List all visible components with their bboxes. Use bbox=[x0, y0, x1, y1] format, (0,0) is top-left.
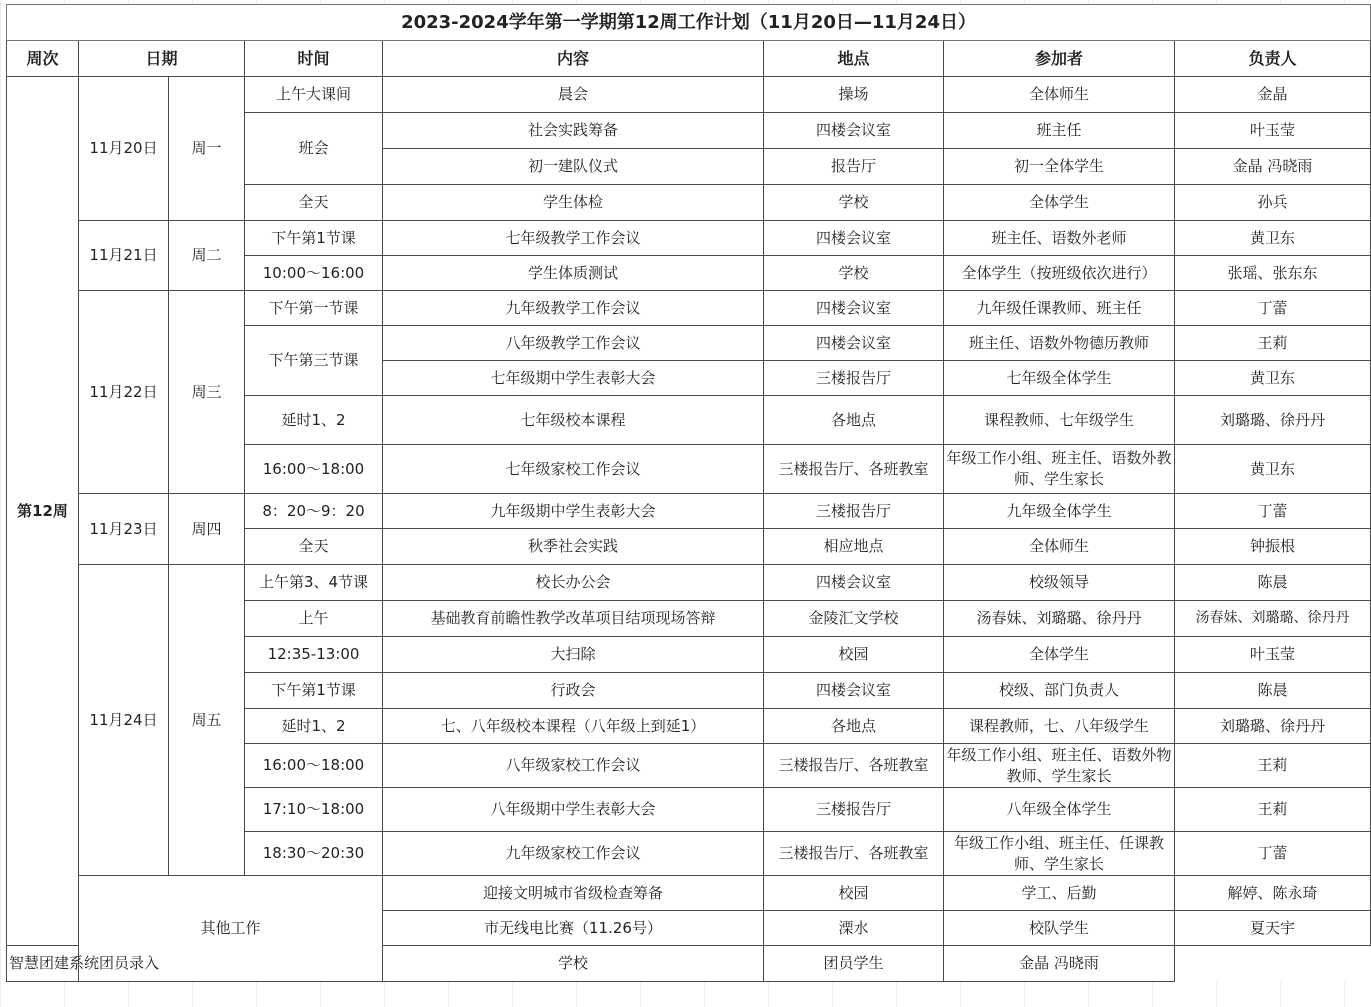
time-cell: 全天 bbox=[245, 185, 383, 221]
content-cell: 校长办公会 bbox=[383, 565, 764, 601]
participants-cell: 全体师生 bbox=[944, 77, 1175, 113]
owner-cell: 张瑶、张东东 bbox=[1175, 256, 1371, 291]
content-cell: 八年级家校工作会议 bbox=[383, 744, 764, 788]
time-cell: 8：20～9：20 bbox=[245, 494, 383, 529]
date-cell: 11月23日 bbox=[79, 494, 169, 565]
time-cell: 17:10～18:00 bbox=[245, 788, 383, 832]
content-cell: 七年级校本课程 bbox=[383, 396, 764, 445]
time-cell: 上午 bbox=[245, 601, 383, 637]
owner-cell: 叶玉莹 bbox=[1175, 637, 1371, 673]
participants-cell: 全体学生 bbox=[944, 185, 1175, 221]
content-cell: 学生体质测试 bbox=[383, 256, 764, 291]
participants-cell: 汤春妹、刘璐璐、徐丹丹 bbox=[944, 601, 1175, 637]
owner-cell: 解婷、陈永琦 bbox=[1175, 876, 1371, 911]
place-cell: 各地点 bbox=[764, 709, 944, 744]
participants-cell: 团员学生 bbox=[764, 946, 944, 982]
place-cell: 四楼会议室 bbox=[764, 673, 944, 709]
place-cell: 四楼会议室 bbox=[764, 326, 944, 361]
owner-cell: 黄卫东 bbox=[1175, 221, 1371, 256]
content-cell: 学生体检 bbox=[383, 185, 764, 221]
header-date: 日期 bbox=[79, 41, 245, 77]
participants-cell: 全体师生 bbox=[944, 529, 1175, 565]
place-cell: 相应地点 bbox=[764, 529, 944, 565]
owner-cell: 金晶 bbox=[1175, 77, 1371, 113]
weekday-cell: 周一 bbox=[169, 77, 245, 221]
content-cell: 市无线电比赛（11.26号） bbox=[383, 911, 764, 946]
place-cell: 学校 bbox=[764, 185, 944, 221]
date-cell: 11月24日 bbox=[79, 565, 169, 876]
time-cell: 18:30～20:30 bbox=[245, 832, 383, 876]
page-title: 2023-2024学年第一学期第12周工作计划（11月20日—11月24日） bbox=[7, 5, 1371, 41]
place-cell: 三楼报告厅 bbox=[764, 788, 944, 832]
participants-cell: 校级领导 bbox=[944, 565, 1175, 601]
table-row bbox=[7, 291, 1371, 326]
table-row bbox=[7, 494, 1371, 529]
participants-cell: 校队学生 bbox=[944, 911, 1175, 946]
other-work-label: 其他工作 bbox=[79, 876, 383, 982]
table-row bbox=[7, 565, 1371, 601]
participants-cell: 班主任 bbox=[944, 113, 1175, 149]
participants-cell: 课程教师、七年级学生 bbox=[944, 396, 1175, 445]
owner-cell: 陈晨 bbox=[1175, 673, 1371, 709]
participants-cell: 九年级任课教师、班主任 bbox=[944, 291, 1175, 326]
content-cell: 九年级教学工作会议 bbox=[383, 291, 764, 326]
participants-cell: 全体学生（按班级依次进行） bbox=[944, 256, 1175, 291]
place-cell: 学校 bbox=[383, 946, 764, 982]
schedule-sheet bbox=[6, 4, 1370, 982]
place-cell: 学校 bbox=[764, 256, 944, 291]
time-cell: 延时1、2 bbox=[245, 709, 383, 744]
time-cell: 下午第1节课 bbox=[245, 673, 383, 709]
time-cell: 下午第一节课 bbox=[245, 291, 383, 326]
owner-cell: 王莉 bbox=[1175, 326, 1371, 361]
content-cell: 基础教育前瞻性教学改革项目结项现场答辩 bbox=[383, 601, 764, 637]
owner-cell: 孙兵 bbox=[1175, 185, 1371, 221]
owner-cell: 黄卫东 bbox=[1175, 361, 1371, 396]
content-cell: 迎接文明城市省级检查筹备 bbox=[383, 876, 764, 911]
owner-cell: 陈晨 bbox=[1175, 565, 1371, 601]
owner-cell: 夏天宇 bbox=[1175, 911, 1371, 946]
participants-cell: 年级工作小组、班主任、语数外教师、学生家长 bbox=[944, 445, 1175, 494]
participants-cell: 年级工作小组、班主任、语数外物教师、学生家长 bbox=[944, 744, 1175, 788]
participants-cell: 班主任、语数外老师 bbox=[944, 221, 1175, 256]
header-participants: 参加者 bbox=[944, 41, 1175, 77]
weekday-cell: 周四 bbox=[169, 494, 245, 565]
time-cell: 下午第三节课 bbox=[245, 326, 383, 396]
time-cell: 12:35-13:00 bbox=[245, 637, 383, 673]
place-cell: 三楼报告厅、各班教室 bbox=[764, 832, 944, 876]
content-cell: 秋季社会实践 bbox=[383, 529, 764, 565]
weekday-cell: 周五 bbox=[169, 565, 245, 876]
weekday-cell: 周二 bbox=[169, 221, 245, 291]
time-cell: 全天 bbox=[245, 529, 383, 565]
owner-cell: 金晶 冯晓雨 bbox=[1175, 149, 1371, 185]
time-cell: 延时1、2 bbox=[245, 396, 383, 445]
header-row bbox=[7, 41, 1371, 77]
place-cell: 各地点 bbox=[764, 396, 944, 445]
date-cell: 11月22日 bbox=[79, 291, 169, 494]
week-cell: 第12周 bbox=[7, 77, 79, 946]
place-cell: 四楼会议室 bbox=[764, 565, 944, 601]
date-cell: 11月20日 bbox=[79, 77, 169, 221]
header-content: 内容 bbox=[383, 41, 764, 77]
table-row bbox=[7, 876, 1371, 911]
place-cell: 三楼报告厅 bbox=[764, 361, 944, 396]
place-cell: 四楼会议室 bbox=[764, 291, 944, 326]
time-cell: 下午第1节课 bbox=[245, 221, 383, 256]
content-cell: 初一建队仪式 bbox=[383, 149, 764, 185]
content-cell: 行政会 bbox=[383, 673, 764, 709]
place-cell: 三楼报告厅 bbox=[764, 494, 944, 529]
participants-cell: 班主任、语数外物德历教师 bbox=[944, 326, 1175, 361]
time-cell: 班会 bbox=[245, 113, 383, 185]
place-cell: 操场 bbox=[764, 77, 944, 113]
participants-cell: 课程教师，七、八年级学生 bbox=[944, 709, 1175, 744]
content-cell: 七、八年级校本课程（八年级上到延1） bbox=[383, 709, 764, 744]
content-cell: 八年级期中学生表彰大会 bbox=[383, 788, 764, 832]
place-cell: 溧水 bbox=[764, 911, 944, 946]
content-cell: 晨会 bbox=[383, 77, 764, 113]
participants-cell: 初一全体学生 bbox=[944, 149, 1175, 185]
owner-cell: 王莉 bbox=[1175, 744, 1371, 788]
time-cell: 上午第3、4节课 bbox=[245, 565, 383, 601]
place-cell: 四楼会议室 bbox=[764, 221, 944, 256]
owner-cell: 王莉 bbox=[1175, 788, 1371, 832]
schedule-table bbox=[6, 4, 1371, 982]
content-cell: 七年级教学工作会议 bbox=[383, 221, 764, 256]
content-cell: 七年级家校工作会议 bbox=[383, 445, 764, 494]
header-time: 时间 bbox=[245, 41, 383, 77]
weekday-cell: 周三 bbox=[169, 291, 245, 494]
owner-cell: 汤春妹、刘璐璐、徐丹丹 bbox=[1175, 601, 1371, 637]
header-owner: 负责人 bbox=[1175, 41, 1371, 77]
time-cell: 10:00～16:00 bbox=[245, 256, 383, 291]
content-cell: 社会实践筹备 bbox=[383, 113, 764, 149]
participants-cell: 年级工作小组、班主任、任课教师、学生家长 bbox=[944, 832, 1175, 876]
participants-cell: 八年级全体学生 bbox=[944, 788, 1175, 832]
content-cell: 八年级教学工作会议 bbox=[383, 326, 764, 361]
place-cell: 校园 bbox=[764, 876, 944, 911]
place-cell: 校园 bbox=[764, 637, 944, 673]
participants-cell: 校级、部门负责人 bbox=[944, 673, 1175, 709]
owner-cell: 黄卫东 bbox=[1175, 445, 1371, 494]
header-week: 周次 bbox=[7, 41, 79, 77]
table-row bbox=[7, 77, 1371, 113]
participants-cell: 七年级全体学生 bbox=[944, 361, 1175, 396]
owner-cell: 丁蕾 bbox=[1175, 832, 1371, 876]
place-cell: 三楼报告厅、各班教室 bbox=[764, 445, 944, 494]
time-cell: 16:00～18:00 bbox=[245, 744, 383, 788]
content-cell: 大扫除 bbox=[383, 637, 764, 673]
time-cell: 16:00～18:00 bbox=[245, 445, 383, 494]
owner-cell: 钟振根 bbox=[1175, 529, 1371, 565]
place-cell: 三楼报告厅、各班教室 bbox=[764, 744, 944, 788]
content-cell: 智慧团建系统团员录入 bbox=[7, 946, 79, 982]
place-cell: 四楼会议室 bbox=[764, 113, 944, 149]
owner-cell: 金晶 冯晓雨 bbox=[944, 946, 1175, 982]
participants-cell: 全体学生 bbox=[944, 637, 1175, 673]
content-cell: 九年级家校工作会议 bbox=[383, 832, 764, 876]
owner-cell: 刘璐璐、徐丹丹 bbox=[1175, 709, 1371, 744]
content-cell: 七年级期中学生表彰大会 bbox=[383, 361, 764, 396]
date-cell: 11月21日 bbox=[79, 221, 169, 291]
owner-cell: 刘璐璐、徐丹丹 bbox=[1175, 396, 1371, 445]
header-place: 地点 bbox=[764, 41, 944, 77]
participants-cell: 学工、后勤 bbox=[944, 876, 1175, 911]
place-cell: 金陵汇文学校 bbox=[764, 601, 944, 637]
table-row bbox=[7, 221, 1371, 256]
owner-cell: 叶玉莹 bbox=[1175, 113, 1371, 149]
owner-cell: 丁蕾 bbox=[1175, 291, 1371, 326]
participants-cell: 九年级全体学生 bbox=[944, 494, 1175, 529]
content-cell: 九年级期中学生表彰大会 bbox=[383, 494, 764, 529]
place-cell: 报告厅 bbox=[764, 149, 944, 185]
owner-cell: 丁蕾 bbox=[1175, 494, 1371, 529]
time-cell: 上午大课间 bbox=[245, 77, 383, 113]
